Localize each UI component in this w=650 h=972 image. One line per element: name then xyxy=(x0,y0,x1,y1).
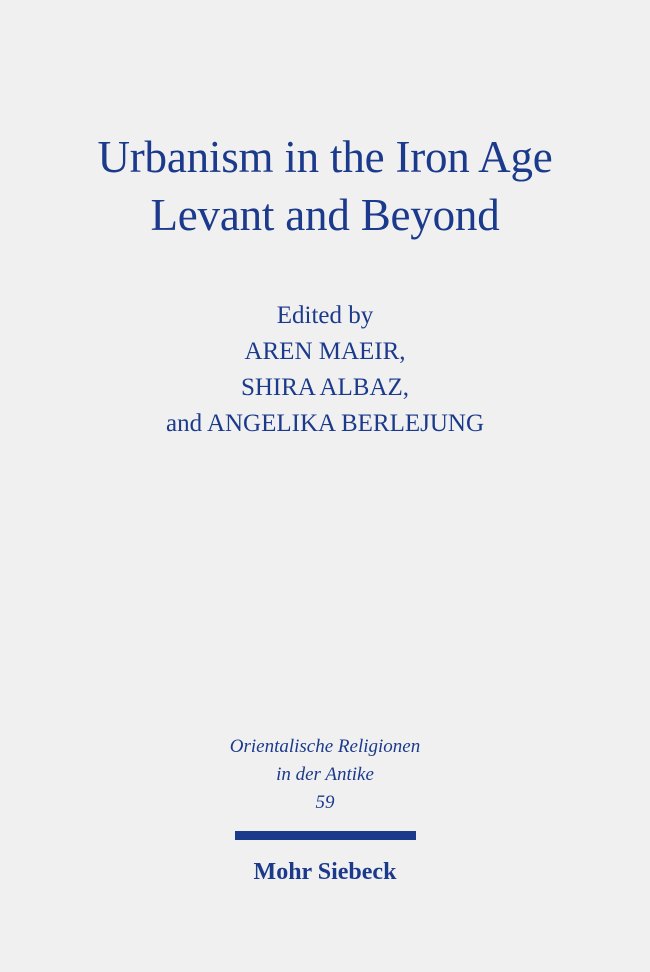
publisher-name: Mohr Siebeck xyxy=(253,859,397,885)
editor-1: AREN MAEIR, xyxy=(244,338,406,365)
series-line-2: in der Antike xyxy=(276,764,374,785)
series-block xyxy=(0,733,650,817)
publisher-rule xyxy=(235,831,416,840)
title-line-2: Levant and Beyond xyxy=(150,190,500,240)
series-number: 59 xyxy=(315,792,335,813)
series-line-1: Orientalische Religionen xyxy=(229,736,421,757)
editor-2: SHIRA ALBAZ, xyxy=(240,374,410,401)
book-title xyxy=(0,128,650,244)
title-line-1: Urbanism in the Iron Age xyxy=(97,132,553,182)
editor-3: and ANGELIKA BERLEJUNG xyxy=(165,410,485,437)
edited-by-label: Edited by xyxy=(276,302,374,329)
editors-block xyxy=(0,298,650,442)
